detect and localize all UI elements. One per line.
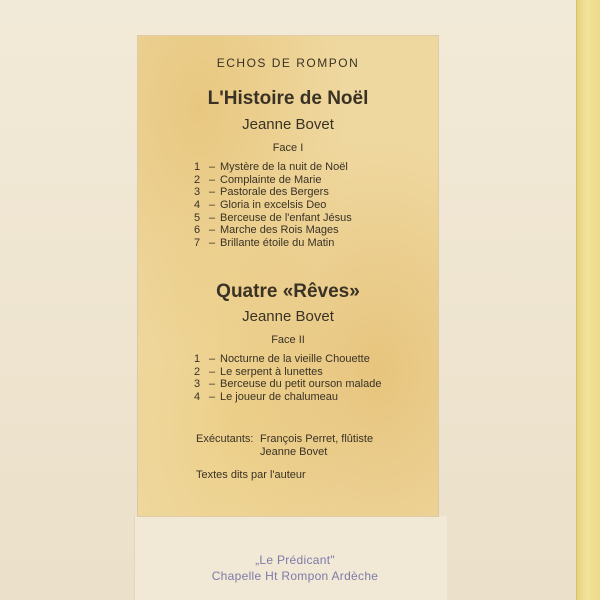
side-one-tracklist: [194, 161, 352, 250]
track-item: 4 – Gloria in excelsis Deo: [194, 199, 327, 212]
track-item: 5 – Berceuse de l'enfant Jésus: [194, 211, 352, 224]
track-item: 2 – Complainte de Marie: [194, 173, 322, 186]
side-one-title: L'Histoire de Noël: [207, 88, 369, 109]
credits-label: Exécutants:: [196, 433, 254, 445]
side-two-face-label: Face II: [271, 334, 305, 346]
side-one-author: Jeanne Bovet: [242, 116, 334, 133]
credits-block: [196, 433, 373, 482]
track-item: 2 – Le serpent à lunettes: [194, 365, 323, 378]
track-item: 7 – Brillante étoile du Matin: [194, 237, 335, 250]
track-item: 1 – Mystère de la nuit de Noël: [194, 161, 348, 173]
track-item: 1 – Nocturne de la vieille Chouette: [194, 353, 370, 365]
ink-stamp: [190, 552, 400, 584]
credits-note: Textes dits par l'auteur: [196, 469, 306, 481]
track-item: 3 – Berceuse du petit ourson malade: [194, 378, 382, 391]
series-title: ECHOS DE ROMPON: [216, 56, 360, 70]
side-two-title: Quatre «Rêves»: [216, 281, 360, 302]
performer-1: François Perret, flûtiste: [260, 433, 374, 445]
liner-notes-insert: [138, 36, 438, 516]
stamp-line-2: Chapelle Ht Rompon Ardèche: [211, 569, 379, 583]
track-item: 6 – Marche des Rois Mages: [194, 224, 339, 237]
side-two-tracklist: [194, 353, 381, 404]
performer-2: Jeanne Bovet: [260, 446, 328, 458]
sleeve-spine: [576, 0, 600, 600]
side-one-face-label: Face I: [272, 142, 304, 154]
side-two-author: Jeanne Bovet: [242, 308, 334, 325]
track-item: 4 – Le joueur de chalumeau: [194, 391, 339, 404]
stamp-line-1: „Le Prédicant": [255, 553, 335, 567]
track-item: 3 – Pastorale des Bergers: [194, 186, 329, 199]
